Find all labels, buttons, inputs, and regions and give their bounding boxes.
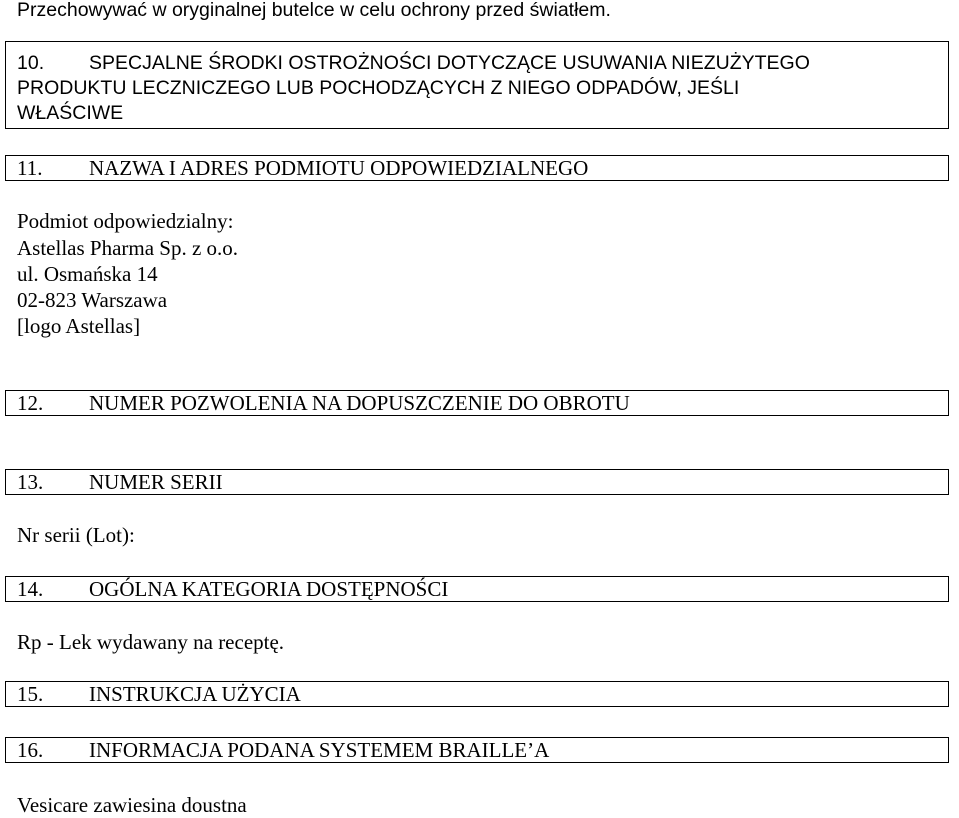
section-11-number: 11. — [17, 156, 43, 180]
section-16-number: 16. — [17, 738, 44, 762]
holder-name: Astellas Pharma Sp. z o.o. — [17, 236, 239, 260]
section-14-title: OGÓLNA KATEGORIA DOSTĘPNOŚCI — [89, 577, 449, 601]
section-11-header — [5, 155, 949, 181]
holder-city: 02-823 Warszawa — [17, 288, 168, 312]
section-12-header — [5, 390, 949, 416]
section-13-header — [5, 469, 949, 495]
section-13-title: NUMER SERII — [89, 470, 223, 494]
section-12-title: NUMER POZWOLENIA NA DOPUSZCZENIE DO OBROTU — [89, 391, 630, 415]
section-10-title-line2: PRODUKTU LECZNICZEGO LUB POCHODZĄCYCH Z NIEGO ODPADÓW, JEŚLI — [17, 77, 740, 99]
storage-note: Przechowywać w oryginalnej butelce w celu ochrony przed światłem. — [17, 0, 611, 21]
section-14-number: 14. — [17, 577, 44, 601]
section-16-header — [5, 737, 949, 763]
holder-logo-placeholder: [logo Astellas] — [17, 314, 141, 338]
braille-text: Vesicare zawiesina doustna — [17, 793, 247, 817]
holder-street: ul. Osmańska 14 — [17, 262, 158, 286]
section-10-number: 10. — [17, 52, 45, 74]
holder-label: Podmiot odpowiedzialny: — [17, 209, 234, 233]
section-15-number: 15. — [17, 682, 44, 706]
batch-number-label: Nr serii (Lot): — [17, 523, 135, 547]
section-14-header — [5, 576, 949, 602]
section-10-header — [5, 41, 949, 129]
section-15-header — [5, 681, 949, 707]
section-10-title-line3: WŁAŚCIWE — [17, 102, 124, 124]
section-13-number: 13. — [17, 470, 44, 494]
section-16-title: INFORMACJA PODANA SYSTEMEM BRAILLE’A — [89, 738, 550, 762]
section-11-title: NAZWA I ADRES PODMIOTU ODPOWIEDZIALNEGO — [89, 156, 589, 180]
section-15-title: INSTRUKCJA UŻYCIA — [89, 682, 301, 706]
dispensing-category: Rp - Lek wydawany na receptę. — [17, 630, 285, 654]
section-10-title-line1: SPECJALNE ŚRODKI OSTROŻNOŚCI DOTYCZĄCE USUWANIA NIEZUŻYTEGO — [89, 52, 810, 74]
section-12-number: 12. — [17, 391, 44, 415]
